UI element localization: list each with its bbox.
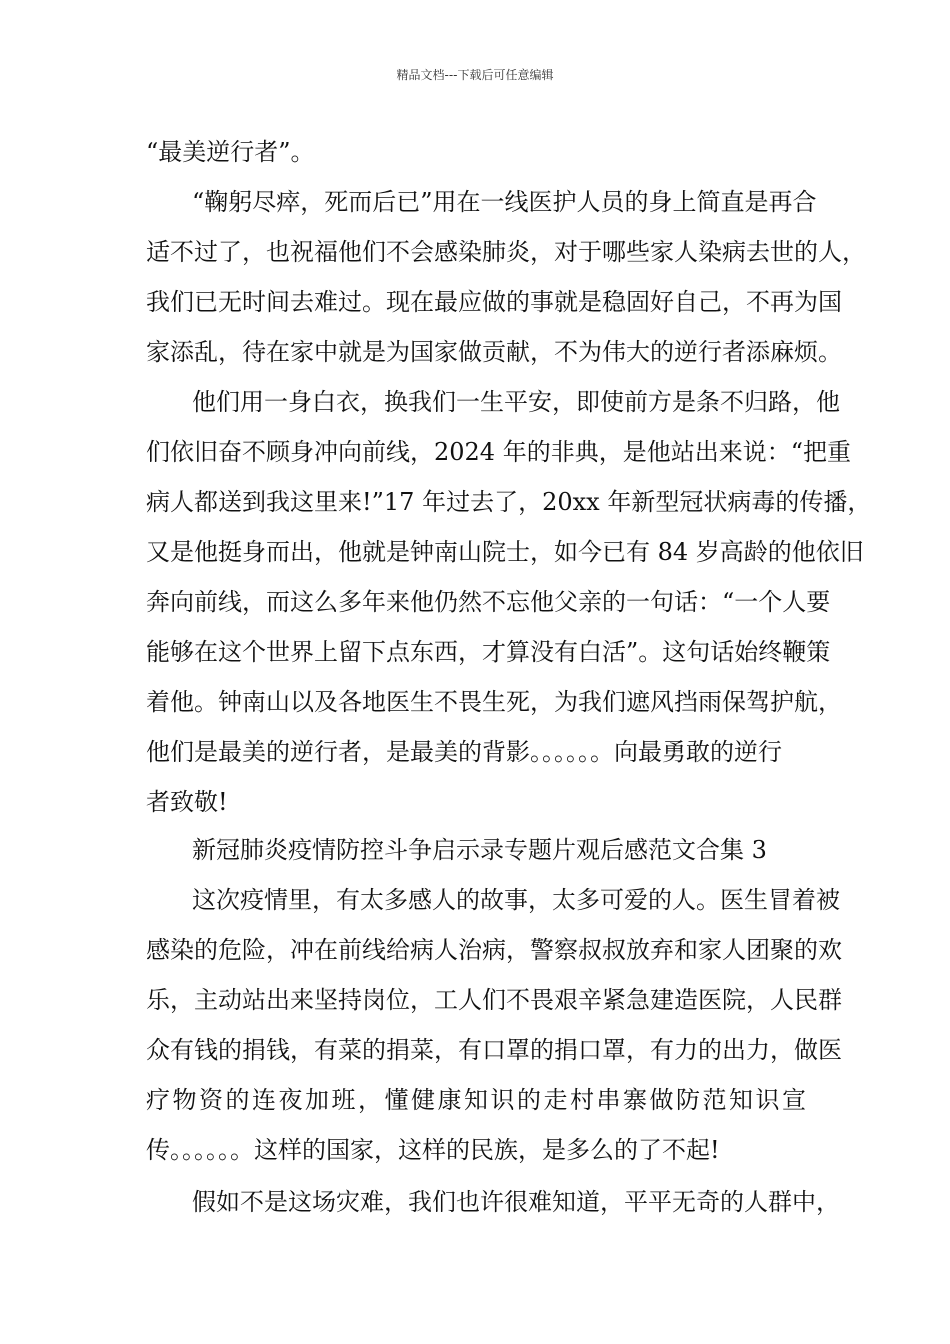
paragraph-line: 他们用一身白衣，换我们一生平安，即使前方是条不归路，他: [192, 388, 840, 416]
paragraph-line: 假如不是这场灾难，我们也许很难知道，平平无奇的人群中，: [192, 1188, 840, 1216]
paragraph-line: 传。。。。。。这样的国家，这样的民族，是多么的了不起!: [146, 1136, 720, 1164]
paragraph-line: “最美逆行者”。: [146, 138, 315, 166]
paragraph-line: 奔向前线，而这么多年来他仍然不忘他父亲的一句话：“一个人要: [146, 588, 831, 616]
paragraph-line: 这次疫情里，有太多感人的故事，太多可爱的人。医生冒着被: [192, 886, 840, 914]
paragraph-line: 我们已无时间去难过。现在最应做的事就是稳固好自己，不再为国: [146, 288, 842, 316]
paragraph-line: 疗物资的连夜加班，懂健康知识的走村串寨做防范知识宣: [146, 1086, 806, 1114]
paragraph-line: 着他。钟南山以及各地医生不畏生死，为我们遮风挡雨保驾护航，: [146, 688, 842, 716]
paragraph-line: 们依旧奋不顾身冲向前线，2024 年的非典，是他站出来说：“把重: [146, 438, 851, 466]
paragraph-line: 适不过了，也祝福他们不会感染肺炎，对于哪些家人染病去世的人，: [146, 238, 866, 266]
paragraph-line: 又是他挺身而出，他就是钟南山院士，如今已有 84 岁高龄的他依旧: [146, 538, 864, 566]
paragraph-line: 病人都送到我这里来!”17 年过去了，20xx 年新型冠状病毒的传播，: [146, 488, 872, 516]
paragraph-line: 乐，主动站出来坚持岗位，工人们不畏艰辛紧急建造医院，人民群: [146, 986, 842, 1014]
paragraph-line: 众有钱的捐钱，有菜的捐菜，有口罩的捐口罩，有力的出力，做医: [146, 1036, 842, 1064]
section-heading: 新冠肺炎疫情防控斗争启示录专题片观后感范文合集 3: [192, 836, 767, 864]
page-header: 精品文档---下载后可任意编辑: [396, 68, 554, 82]
paragraph-line: 能够在这个世界上留下点东西，才算没有白活”。这句话始终鞭策: [146, 638, 831, 666]
paragraph-line: 家添乱，待在家中就是为国家做贡献，不为伟大的逆行者添麻烦。: [146, 338, 842, 366]
paragraph-line: 感染的危险，冲在前线给病人治病，警察叔叔放弃和家人团聚的欢: [146, 936, 842, 964]
paragraph-line: 他们是最美的逆行者，是最美的背影。。。。。。向最勇敢的逆行: [146, 738, 782, 766]
paragraph-line: “鞠躬尽瘁，死而后已”用在一线医护人员的身上简直是再合: [192, 188, 817, 216]
paragraph-line: 者致敬!: [146, 788, 228, 816]
